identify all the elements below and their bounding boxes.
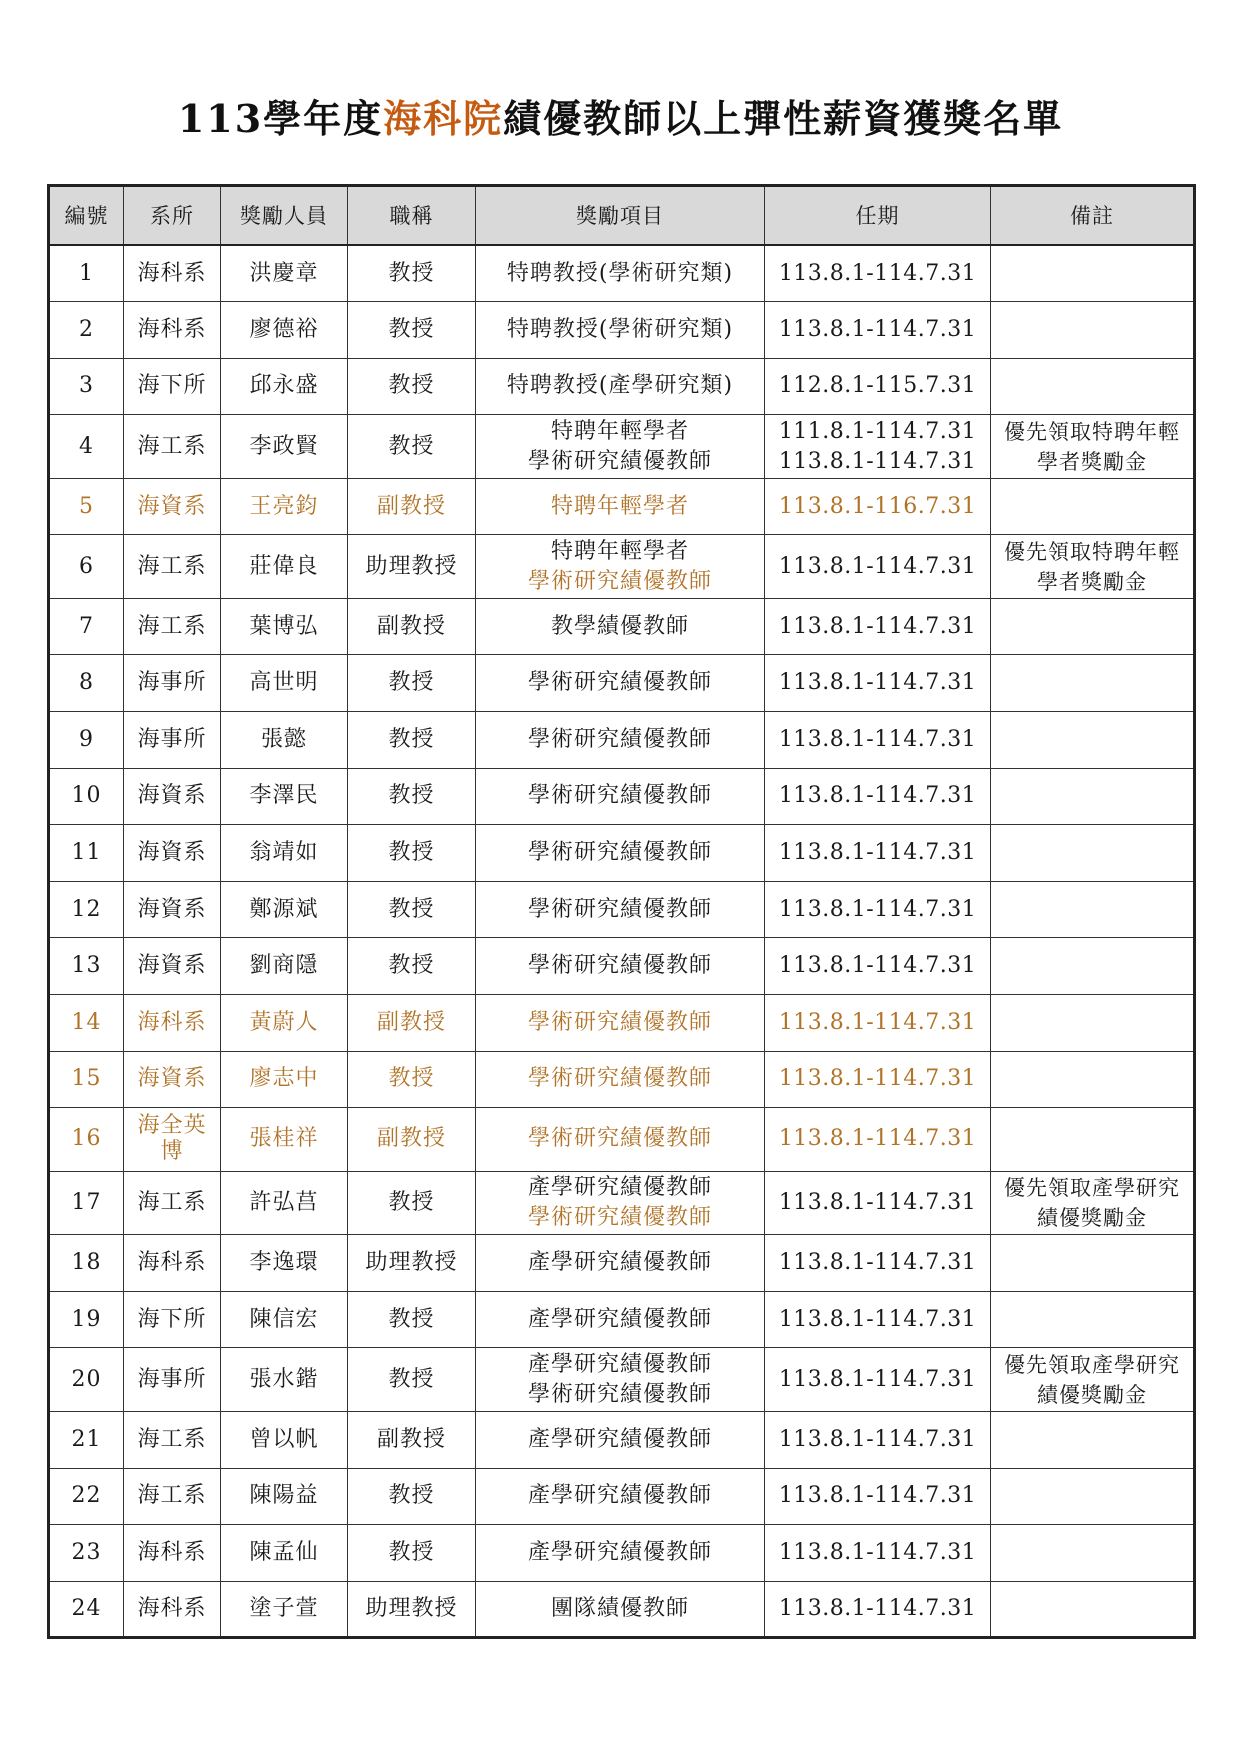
row-awardee: 張水鍇 [221,1348,348,1412]
row-awardee: 張懿 [221,712,348,769]
row-rank: 教授 [348,415,476,479]
row-number: 11 [49,825,124,882]
row-department: 海全英博 [124,1108,221,1172]
row-remark [991,245,1195,302]
row-term [765,598,991,655]
row-department: 海工系 [124,1411,221,1468]
row-awardee: 李逸環 [221,1235,348,1292]
table-row [49,358,1195,415]
table-row [49,598,1195,655]
row-remark-line: 學者獎勵金 [1037,569,1147,594]
row-award-item-line: 特聘教授(學術研究類) [506,316,734,342]
row-rank: 教授 [348,768,476,825]
row-term [765,1051,991,1108]
table-body [49,245,1195,1638]
table-row [49,1581,1195,1638]
row-number: 19 [49,1291,124,1348]
row-rank: 副教授 [348,1108,476,1172]
table-row [49,478,1195,535]
row-remark [991,712,1195,769]
row-term [765,1411,991,1468]
row-rank: 教授 [348,1291,476,1348]
row-award-item-line: 學術研究績優教師 [527,1126,712,1152]
row-term [765,768,991,825]
row-term-line: 113.8.1-116.7.31 [778,493,977,519]
header-department: 系所 [124,186,221,246]
row-remark [991,535,1195,599]
table-row [49,1468,1195,1525]
row-award-item-line: 產學研究績優教師 [527,1351,712,1377]
row-remark [991,1468,1195,1525]
row-award-item-line: 團隊績優教師 [550,1595,689,1621]
row-department: 海工系 [124,415,221,479]
row-term-line: 113.8.1-114.7.31 [778,670,977,696]
row-award-item-line: 學術研究績優教師 [527,953,712,979]
row-remark [991,1348,1195,1412]
row-awardee: 莊偉良 [221,535,348,599]
row-rank: 教授 [348,1525,476,1582]
table-row [49,938,1195,995]
row-remark [991,302,1195,359]
row-award-item [476,881,765,938]
row-remark [991,825,1195,882]
row-award-item-line: 學術研究績優教師 [527,783,712,809]
table-row [49,768,1195,825]
row-award-item [476,712,765,769]
header-number: 編號 [49,186,124,246]
row-rank: 教授 [348,938,476,995]
row-awardee: 塗子萱 [221,1581,348,1638]
row-award-item [476,995,765,1052]
row-rank: 教授 [348,655,476,712]
title-suffix: 績優教師以上彈性薪資獲獎名單 [503,96,1064,141]
row-awardee: 李澤民 [221,768,348,825]
row-rank: 教授 [348,1348,476,1412]
row-remark-line: 優先領取特聘年輕 [1004,539,1180,564]
row-term-line: 113.8.1-114.7.31 [778,1066,977,1092]
page-title [0,88,1241,143]
row-rank: 教授 [348,1171,476,1235]
header-row [49,186,1195,246]
row-remark [991,655,1195,712]
row-department: 海科系 [124,1235,221,1292]
row-number: 21 [49,1411,124,1468]
row-award-item [476,938,765,995]
row-remark [991,1525,1195,1582]
row-award-item [476,245,765,302]
row-rank: 助理教授 [348,1235,476,1292]
row-award-item-line: 特聘年輕學者 [550,418,689,444]
row-term-line: 113.8.1-114.7.31 [778,1366,977,1392]
row-term [765,535,991,599]
row-award-item-line: 學術研究績優教師 [527,1204,712,1230]
row-award-item-line: 教學績優教師 [550,613,689,639]
row-number: 17 [49,1171,124,1235]
row-term [765,1468,991,1525]
row-term [765,1525,991,1582]
table-row [49,825,1195,882]
table-row [49,1235,1195,1292]
row-term [765,1291,991,1348]
row-awardee: 廖德裕 [221,302,348,359]
row-award-item-line: 學術研究績優教師 [527,840,712,866]
table-header [49,186,1195,246]
row-rank: 教授 [348,245,476,302]
row-award-item-line: 產學研究績優教師 [527,1250,712,1276]
row-department: 海科系 [124,302,221,359]
row-remark [991,358,1195,415]
row-awardee: 曾以帆 [221,1411,348,1468]
row-term-line: 113.8.1-114.7.31 [778,783,977,809]
row-award-item-line: 學術研究績優教師 [527,670,712,696]
header-awardee: 獎勵人員 [221,186,348,246]
table-row [49,1051,1195,1108]
row-remark-line: 績優獎勵金 [1037,1382,1147,1407]
award-table [47,184,1196,1639]
row-department: 海工系 [124,1171,221,1235]
row-term-line: 113.8.1-114.7.31 [778,1250,977,1276]
row-term-line: 113.8.1-114.7.31 [778,448,977,474]
row-remark [991,938,1195,995]
table-row [49,1108,1195,1172]
row-rank: 副教授 [348,478,476,535]
row-award-item [476,768,765,825]
row-award-item [476,598,765,655]
row-remark [991,598,1195,655]
row-term-line: 113.8.1-114.7.31 [778,1595,977,1621]
row-term-line: 112.8.1-115.7.31 [778,373,977,399]
row-rank: 助理教授 [348,1581,476,1638]
row-term [765,655,991,712]
row-department: 海科系 [124,1525,221,1582]
row-award-item [476,1235,765,1292]
row-award-item [476,1525,765,1582]
row-term [765,995,991,1052]
row-remark [991,1235,1195,1292]
row-term [765,825,991,882]
row-award-item [476,535,765,599]
row-department: 海科系 [124,1581,221,1638]
row-rank: 助理教授 [348,535,476,599]
table-row [49,1291,1195,1348]
row-award-item [476,478,765,535]
row-term-line: 113.8.1-114.7.31 [778,1306,977,1332]
row-award-item-line: 學術研究績優教師 [527,896,712,922]
row-award-item-line: 學術研究績優教師 [527,1381,712,1407]
row-remark [991,415,1195,479]
row-number: 13 [49,938,124,995]
row-rank: 副教授 [348,995,476,1052]
row-number: 16 [49,1108,124,1172]
table-row [49,1411,1195,1468]
row-number: 15 [49,1051,124,1108]
row-number: 1 [49,245,124,302]
header-rank: 職稱 [348,186,476,246]
row-department: 海資系 [124,768,221,825]
row-number: 22 [49,1468,124,1525]
row-remark [991,1291,1195,1348]
row-term [765,1108,991,1172]
row-award-item [476,655,765,712]
row-term [765,712,991,769]
row-number: 24 [49,1581,124,1638]
header-term: 任期 [765,186,991,246]
row-award-item-line: 特聘教授(產學研究類) [506,373,734,399]
row-remark-line: 績優獎勵金 [1037,1205,1147,1230]
row-awardee: 翁靖如 [221,825,348,882]
header-remarks: 備註 [991,186,1195,246]
title-prefix: 113學年度 [177,96,384,141]
row-remark [991,1581,1195,1638]
row-award-item-line: 產學研究績優教師 [527,1426,712,1452]
row-number: 9 [49,712,124,769]
row-department: 海資系 [124,938,221,995]
row-term-line: 113.8.1-114.7.31 [778,613,977,639]
row-term [765,938,991,995]
row-remark [991,478,1195,535]
row-department: 海科系 [124,245,221,302]
row-number: 7 [49,598,124,655]
row-award-item-line: 產學研究績優教師 [527,1483,712,1509]
row-department: 海下所 [124,358,221,415]
row-award-item-line: 特聘教授(學術研究類) [506,260,734,286]
row-remark-line: 優先領取特聘年輕 [1004,419,1180,444]
row-award-item [476,1051,765,1108]
row-term-line: 113.8.1-114.7.31 [778,260,977,286]
table-row [49,535,1195,599]
row-rank: 副教授 [348,1411,476,1468]
row-award-item-line: 特聘年輕學者 [550,538,689,564]
row-award-item [476,1411,765,1468]
row-awardee: 王亮鈞 [221,478,348,535]
row-term [765,1235,991,1292]
row-rank: 副教授 [348,598,476,655]
row-award-item-line: 產學研究績優教師 [527,1174,712,1200]
row-term [765,881,991,938]
row-rank: 教授 [348,825,476,882]
row-department: 海工系 [124,535,221,599]
row-remark-line: 學者獎勵金 [1037,449,1147,474]
row-term-line: 113.8.1-114.7.31 [778,316,977,342]
row-remark [991,768,1195,825]
row-award-item-line: 產學研究績優教師 [527,1539,712,1565]
row-department: 海事所 [124,655,221,712]
row-term-line: 113.8.1-114.7.31 [778,953,977,979]
row-awardee: 高世明 [221,655,348,712]
row-department: 海下所 [124,1291,221,1348]
row-award-item-line: 特聘年輕學者 [550,493,689,519]
row-awardee: 陳陽益 [221,1468,348,1525]
row-awardee: 鄭源斌 [221,881,348,938]
header-award-item: 獎勵項目 [476,186,765,246]
row-term-line: 113.8.1-114.7.31 [778,1539,977,1565]
table-row [49,655,1195,712]
row-department: 海資系 [124,1051,221,1108]
row-term-line: 111.8.1-114.7.31 [778,418,977,444]
row-awardee: 陳信宏 [221,1291,348,1348]
row-term [765,478,991,535]
row-number: 23 [49,1525,124,1582]
table-row [49,245,1195,302]
row-award-item [476,1108,765,1172]
row-awardee: 陳孟仙 [221,1525,348,1582]
row-award-item-line: 學術研究績優教師 [527,1066,712,1092]
row-term [765,415,991,479]
row-rank: 教授 [348,302,476,359]
row-awardee: 邱永盛 [221,358,348,415]
row-award-item [476,1291,765,1348]
row-term [765,358,991,415]
row-rank: 教授 [348,358,476,415]
table-row [49,1525,1195,1582]
row-department: 海科系 [124,995,221,1052]
row-term-line: 113.8.1-114.7.31 [778,1126,977,1152]
row-number: 2 [49,302,124,359]
row-remark-line: 優先領取產學研究 [1004,1352,1180,1377]
row-department: 海事所 [124,712,221,769]
row-number: 8 [49,655,124,712]
table-row [49,1171,1195,1235]
row-award-item [476,1581,765,1638]
row-department: 海工系 [124,1468,221,1525]
row-number: 4 [49,415,124,479]
row-award-item-line: 學術研究績優教師 [527,726,712,752]
row-award-item [476,1468,765,1525]
row-number: 10 [49,768,124,825]
row-department: 海資系 [124,881,221,938]
table-row [49,881,1195,938]
row-department: 海資系 [124,825,221,882]
row-term [765,1348,991,1412]
row-rank: 教授 [348,712,476,769]
row-term-line: 113.8.1-114.7.31 [778,896,977,922]
row-number: 14 [49,995,124,1052]
row-awardee: 張桂祥 [221,1108,348,1172]
row-rank: 教授 [348,1051,476,1108]
table-row [49,1348,1195,1412]
row-term-line: 113.8.1-114.7.31 [778,1009,977,1035]
row-department: 海事所 [124,1348,221,1412]
row-award-item [476,302,765,359]
row-awardee: 廖志中 [221,1051,348,1108]
row-department: 海資系 [124,478,221,535]
row-term-line: 113.8.1-114.7.31 [778,840,977,866]
row-term [765,1171,991,1235]
row-term-line: 113.8.1-114.7.31 [778,1189,977,1215]
row-department: 海工系 [124,598,221,655]
row-award-item [476,1171,765,1235]
row-number: 6 [49,535,124,599]
row-awardee: 黃蔚人 [221,995,348,1052]
row-term-line: 113.8.1-114.7.31 [778,1426,977,1452]
row-number: 5 [49,478,124,535]
row-awardee: 劉商隱 [221,938,348,995]
table-row [49,302,1195,359]
row-awardee: 許弘莒 [221,1171,348,1235]
row-award-item [476,415,765,479]
row-awardee: 葉博弘 [221,598,348,655]
row-remark-line: 優先領取產學研究 [1004,1175,1180,1200]
row-term-line: 113.8.1-114.7.31 [778,553,977,579]
row-term [765,245,991,302]
row-remark [991,1108,1195,1172]
table-row [49,712,1195,769]
title-college: 海科院 [383,96,504,141]
row-remark [991,1411,1195,1468]
row-award-item-line: 學術研究績優教師 [527,1009,712,1035]
row-number: 12 [49,881,124,938]
row-remark [991,881,1195,938]
row-award-item-line: 產學研究績優教師 [527,1306,712,1332]
row-award-item [476,1348,765,1412]
row-remark [991,995,1195,1052]
row-awardee: 洪慶章 [221,245,348,302]
row-rank: 教授 [348,1468,476,1525]
row-remark [991,1051,1195,1108]
row-award-item [476,358,765,415]
table-row [49,415,1195,479]
row-awardee: 李政賢 [221,415,348,479]
row-number: 18 [49,1235,124,1292]
row-remark [991,1171,1195,1235]
table-row [49,995,1195,1052]
row-term [765,302,991,359]
row-term [765,1581,991,1638]
row-award-item-line: 學術研究績優教師 [527,448,712,474]
row-term-line: 113.8.1-114.7.31 [778,726,977,752]
row-award-item-line: 學術研究績優教師 [527,568,712,594]
row-number: 20 [49,1348,124,1412]
row-term-line: 113.8.1-114.7.31 [778,1483,977,1509]
row-award-item [476,825,765,882]
row-number: 3 [49,358,124,415]
row-rank: 教授 [348,881,476,938]
